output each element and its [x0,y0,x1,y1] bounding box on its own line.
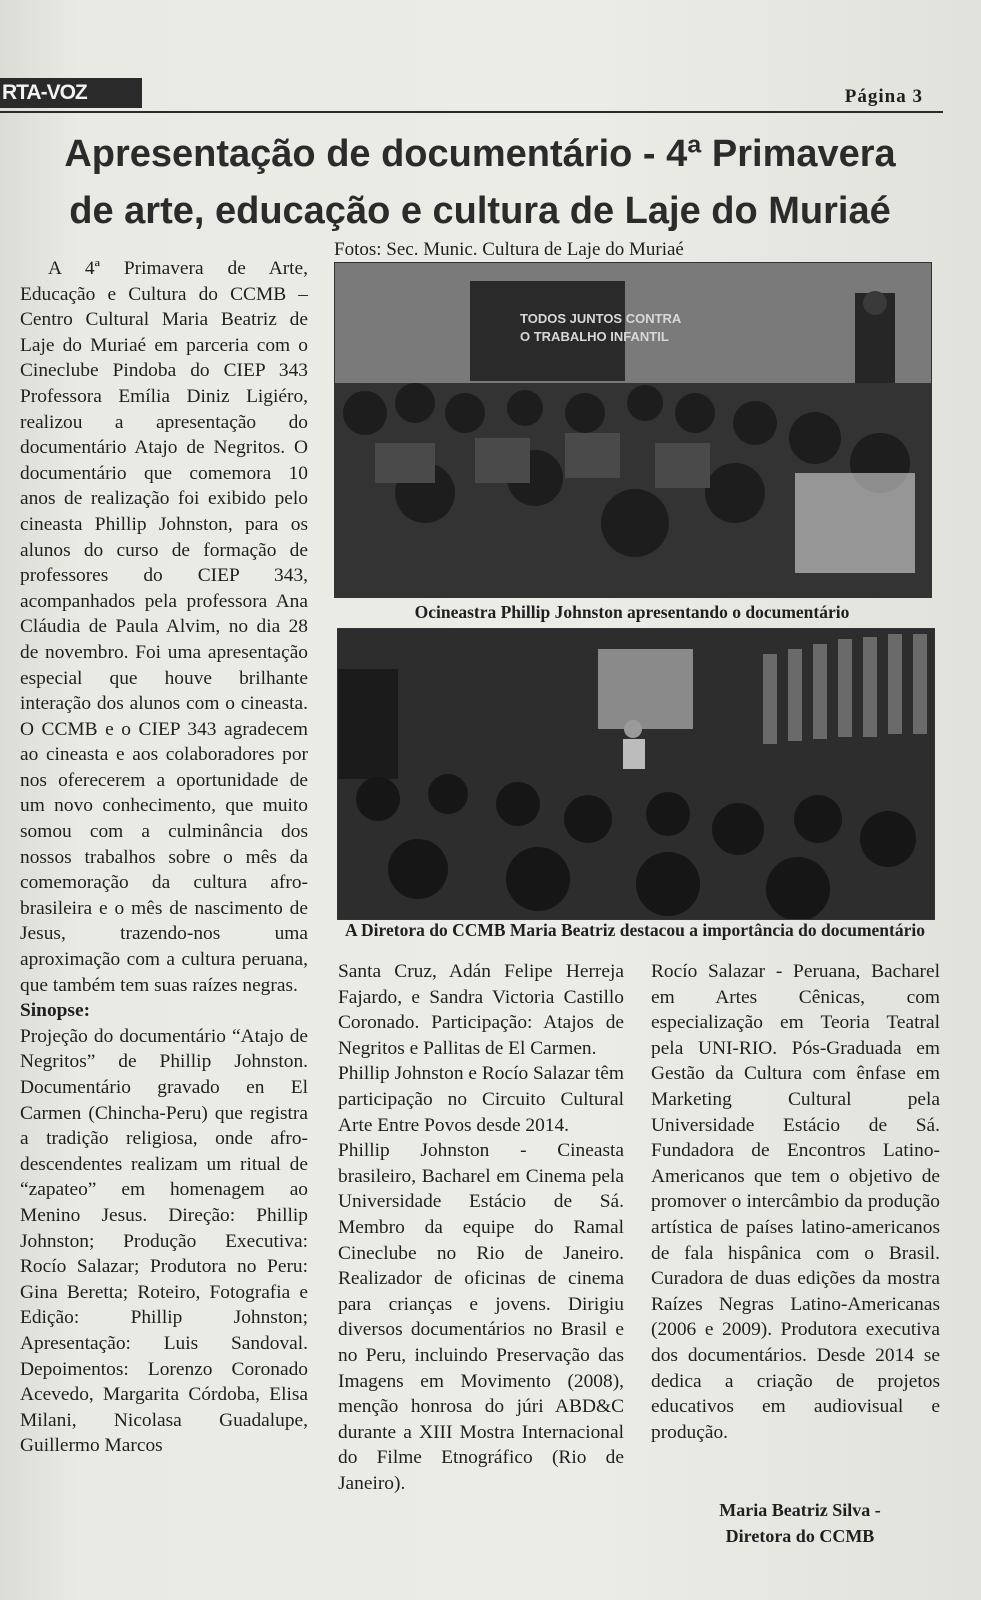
banner-text-2: O TRABALHO INFANTIL [520,329,669,344]
phillip-bio: Phillip Johnston - Cineasta brasileiro, Bacharel em Cinema pela Universidade Estácio de Sá. Membro da equipe do Ramal Cineclube no Rio de Janeiro. Realizador de oficinas de cinema para crianças e jovens. Dirigiu diversos documentários no Brasil e no Peru, incluindo Preservação das Imagens em Movimento (2008), menção honrosa do júri ABD&C durante a XIII Mostra Internacional do Filme Etnográfico (Rio de Janeiro). [338,1140,624,1494]
signature [690,1497,910,1549]
rocio-bio: Rocío Salazar - Peruana, Bacharel em Artes Cênicas, com especialização em Teoria Teatral pela UNI-RIO. Pós-Graduada em Gestão da Cultura com ênfase em Marketing Cultural pela Universidade Estácio de Sá. Fundadora de Encontros Latino-Americanos que tem o objetivo de promover o intercâmbio da produção artística de países latino-americanos de fala hispânica com o Brasil. Curadora de duas edições da mostra Raízes Negras Latino-Americanas (2006 e 2009). Produtora executiva dos documentários. Desde 2014 se dedica a criação de projetos educativos em audiovisual e produção. [651,961,940,1443]
section-tab: RTA-VOZ [0,78,142,108]
circuit-paragraph: Phillip Johnston e Rocío Salazar têm participação no Circuito Cultural Arte Entre Povos desde 2014. [338,1063,624,1136]
credits-continued: Santa Cruz, Adán Felipe Herreja Fajardo, e Sandra Victoria Castillo Coronado. Participação: Atajos de Negritos e Pallitas de El Carmen. [338,961,624,1059]
headline-line-1: Apresentação de documentário - 4ª Primavera [64,133,896,175]
photo-caption-2: A Diretora do CCMB Maria Beatriz destacou a importância do documentário [344,920,925,940]
photo-credit: Fotos: Sec. Munic. Cultura de Laje do Muriaé [334,239,684,260]
synopsis-heading: Sinopse: [20,1000,91,1022]
article-column-3 [651,959,940,1445]
photo-audience [337,628,935,920]
photo-presentation [334,262,932,598]
article-column-2 [338,959,624,1496]
signature-name: Maria Beatriz Silva - [719,1500,881,1520]
header-rule [0,111,943,113]
intro-paragraph: A 4ª Primavera de Arte, Educação e Cultura do CCMB – Centro Cultural Maria Beatriz de Laje do Muriaé em parceria com o Cineclube Pindoba do CIEP 343 Professora Emília Diniz Ligiéro, realizou a apresentação do documentário Atajo de Negritos. O documentário que comemora 10 anos de realização foi exibido pelo cineasta Phillip Johnston, para os alunos do curso de formação de professores do CIEP 343, acompanhados pela professora Ana Cláudia de Paula Alvim, no dia 28 de novembro. Foi uma apresentação especial que houve brilhante interação dos alunos com o cineasta. O CCMB e o CIEP 343 agradecem ao cineasta e aos colaboradores por nos oferecerem a oportunidade de um novo conhecimento, que muito somou com a culminância dos nossos trabalhos sobre o mês da comemoração da cultura afro-brasileira e o mês de nascimento de Jesus, trazendo-nos uma aproximação com a cultura peruana, que também tem suas raízes negras. [20,258,308,996]
photo-presentation-image [335,263,931,597]
banner-text-1: TODOS JUNTOS CONTRA [520,311,682,326]
photo-audience-image [338,629,934,919]
signature-role: Diretora do CCMB [725,1526,875,1546]
headline [20,126,940,240]
headline-line-2: de arte, educação e cultura de Laje do Muriaé [69,190,891,232]
page-number: Página 3 [844,86,923,107]
synopsis-paragraph: Projeção do documentário “Atajo de Negritos” de Phillip Johnston. Documentário gravado en El Carmen (Chincha-Peru) que registra a tradição religiosa, onde afro-descendentes realizam um ritual de “zapateo” em homenagem ao Menino Jesus. Direção: Phillip Johnston; Produção Executiva: Rocío Salazar; Produtora no Peru: Gina Beretta; Roteiro, Fotografia e Edição: Phillip Johnston; Apresentação: Luis Sandoval. Depoimentos: Lorenzo Coronado Acevedo, Margarita Córdoba, Elisa Milani, Nicolasa Guadalupe, Guillermo Marcos [20,1025,308,1457]
photo-caption-1: Ocineastra Phillip Johnston apresentando o documentário [414,602,850,622]
article-column-1 [20,256,308,1459]
